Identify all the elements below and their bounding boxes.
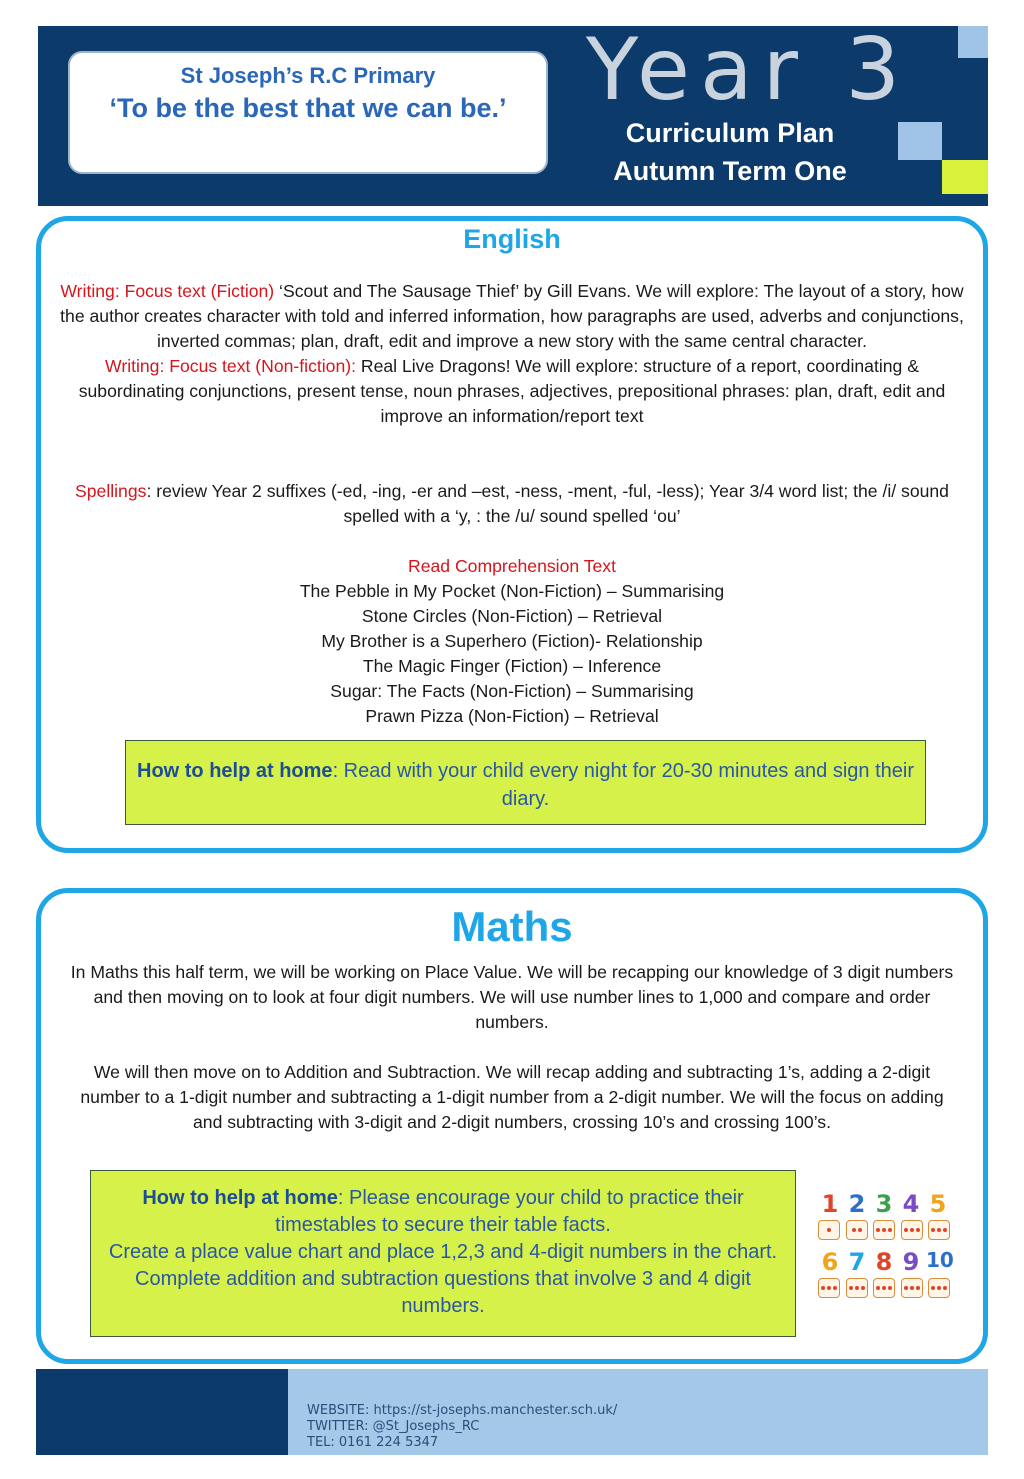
reading-list [112, 554, 912, 729]
number-5: 5 [929, 1190, 947, 1218]
english-writing-text [58, 279, 966, 429]
number-9: 9 [902, 1248, 920, 1276]
nonfiction-label: Writing: Focus text (Non-fiction): [105, 356, 356, 376]
decorative-square [958, 80, 988, 122]
number-10: 10 [926, 1248, 954, 1272]
fiction-label: Writing: Focus text (Fiction) [60, 281, 275, 301]
decorative-square [958, 26, 988, 58]
maths-title: Maths [451, 903, 573, 950]
maths-help-text-2: Create a place value chart and place 1,2,3 and 4-digit numbers in the chart. Complete addition and subtraction questions that involve 3 and 4 digit numbers. [108, 1241, 778, 1317]
maths-help-label: How to help at home [142, 1187, 338, 1209]
dice-icon [901, 1278, 923, 1298]
year-title: Year 3 [585, 20, 911, 120]
list-item: The Pebble in My Pocket (Non-Fiction) – Summarising [299, 581, 725, 601]
school-motto: ‘To be the best that we can be.’ [109, 93, 507, 123]
number-4: 4 [902, 1190, 920, 1218]
number-7: 7 [848, 1248, 866, 1276]
number-2: 2 [848, 1190, 866, 1218]
dice-icon [873, 1220, 895, 1240]
dice-icon [873, 1278, 895, 1298]
number-6: 6 [821, 1248, 839, 1276]
plan-title [560, 114, 900, 190]
plan-title-line1: Curriculum Plan [625, 118, 835, 148]
english-title: English [463, 224, 561, 254]
dice-icon [818, 1220, 840, 1240]
maths-addition-text: We will then move on to Addition and Subtraction. We will recap adding and subtracting 1’s, adding a 2-digit number to a 1-digit number and subtracting a 1-digit number from a 2-digit number. We will the focus on adding and subtracting with 3-digit and 2-digit numbers, crossing 10’s and crossing 100’s. [80, 1062, 944, 1132]
list-item: Prawn Pizza (Non-Fiction) – Retrieval [365, 706, 659, 726]
footer-twitter[interactable]: TWITTER: @St_Josephs_RC [307, 1419, 480, 1434]
english-help-label: How to help at home [137, 760, 333, 782]
decorative-square [898, 122, 942, 160]
english-help-box [125, 740, 926, 825]
fiction-text: ‘Scout and The Sausage Thief’ by Gill Evans. We will explore: The layout of a story, how the author creates character with told and inferred information, how paragraphs are used, adverbs and conjunctions, inverted commas; plan, draft, edit and improve a new story with the same central character. [60, 281, 964, 351]
list-item: The Magic Finger (Fiction) – Inference [362, 656, 662, 676]
list-item: My Brother is a Superhero (Fiction)- Relationship [321, 631, 703, 651]
maths-place-value-text: In Maths this half term, we will be working on Place Value. We will be recapping our knowledge of 3 digit numbers and then moving on to look at four digit numbers. We will use number lines to 1,000 and compare and order numbers. [70, 962, 954, 1032]
dice-row [818, 1220, 950, 1240]
number-3: 3 [875, 1190, 893, 1218]
numbers-row [818, 1248, 954, 1276]
number-1: 1 [821, 1190, 839, 1218]
dice-icon [846, 1220, 868, 1240]
numbers-row [818, 1190, 950, 1218]
dice-icon [928, 1220, 950, 1240]
maths-help-box [90, 1170, 796, 1337]
decorative-square [942, 160, 988, 194]
spellings-body: : review Year 2 suffixes (-ed, -ing, -er and –est, -ness, -ment, -ful, -less); Year 3/4 word list; the /i/ sound spelled with a ‘y, : the /u/ sound spelled ‘ou’ [146, 481, 949, 526]
footer-contact [307, 1403, 617, 1451]
numbers-dice-illustration [818, 1190, 953, 1306]
english-help-text: : Read with your child every night for 20-30 minutes and sign their diary. [332, 760, 914, 810]
dice-icon [818, 1278, 840, 1298]
school-info-box [68, 51, 548, 174]
plan-title-line2: Autumn Term One [613, 156, 847, 186]
list-item: Stone Circles (Non-Fiction) – Retrieval [361, 606, 663, 626]
dice-icon [901, 1220, 923, 1240]
footer-dark-block [36, 1369, 288, 1455]
spellings-text [50, 479, 974, 529]
dice-icon [928, 1278, 950, 1298]
dice-row [818, 1278, 950, 1298]
school-name: St Joseph’s R.C Primary [180, 63, 436, 88]
footer-tel: TEL: 0161 224 5347 [307, 1435, 439, 1450]
footer-website[interactable]: WEBSITE: https://st-josephs.manchester.sch.uk/ [307, 1403, 618, 1418]
nonfiction-text: Real Live Dragons! We will explore: structure of a report, coordinating & subordinating conjunctions, present tense, noun phrases, adjectives, prepositional phrases: plan, draft, edit and improve an information/report text [78, 356, 946, 426]
list-item: Sugar: The Facts (Non-Fiction) – Summarising [330, 681, 694, 701]
maths-help-text: : Please encourage your child to practice their timestables to secure their table facts. [275, 1187, 744, 1236]
number-8: 8 [875, 1248, 893, 1276]
dice-icon [846, 1278, 868, 1298]
read-comprehension-label: Read Comprehension Text [408, 556, 616, 576]
spellings-label: Spellings [75, 481, 147, 501]
